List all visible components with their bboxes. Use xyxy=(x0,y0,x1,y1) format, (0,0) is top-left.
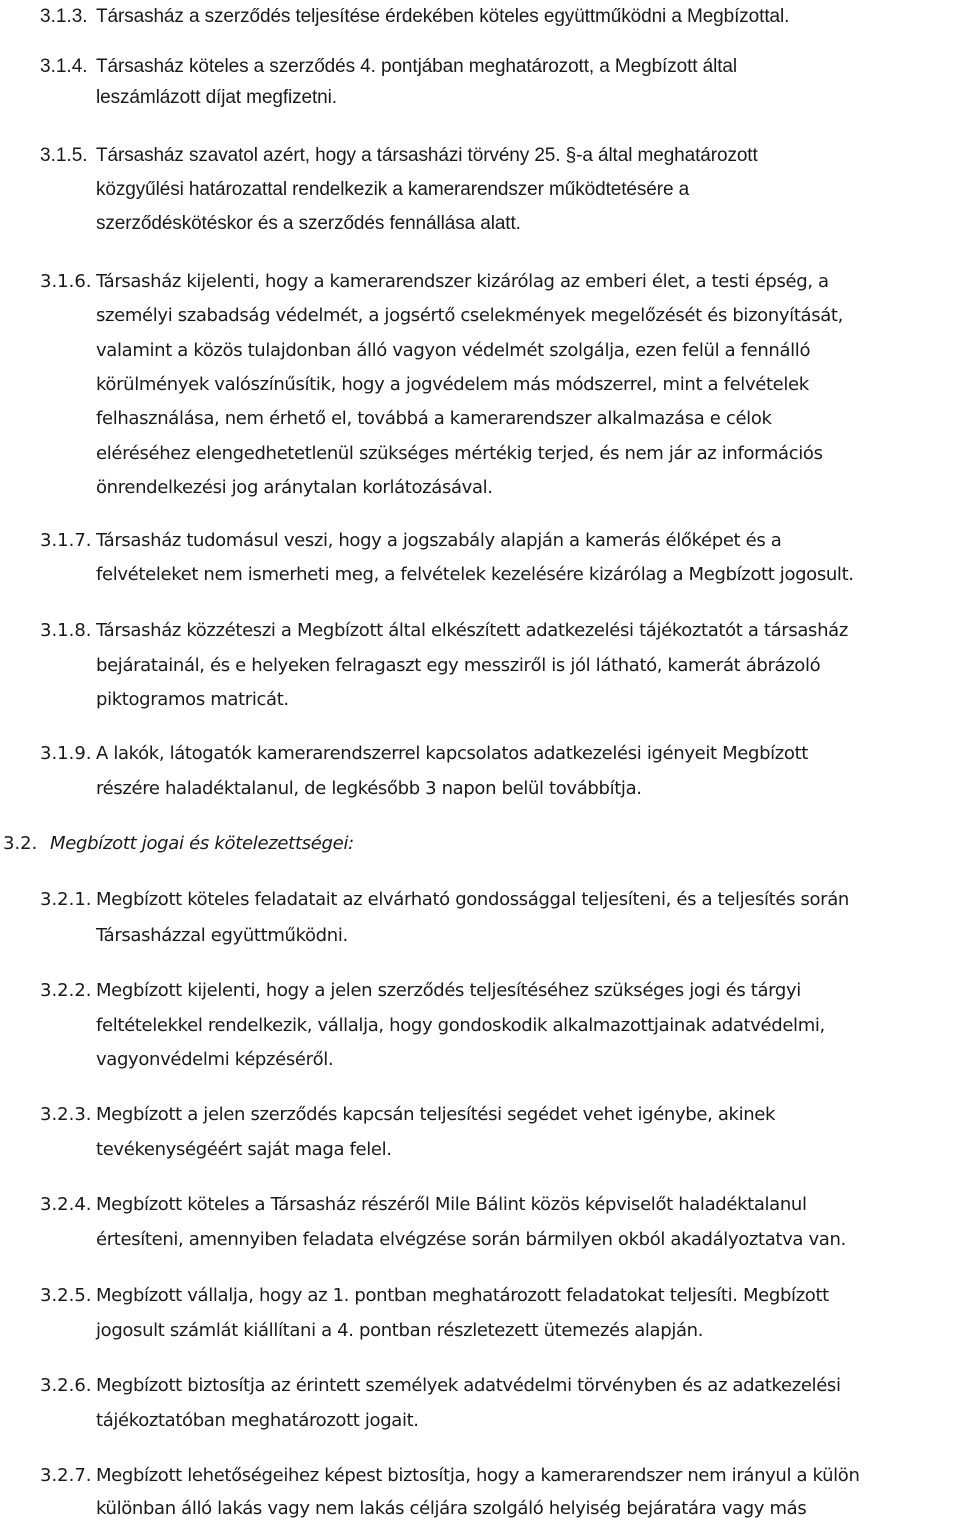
clause-line: leszámlázott díjat megfizetni. xyxy=(96,87,337,108)
clause-line: Társasház közzéteszi a Megbízott által elkészített adatkezelési tájékoztatót a társasház xyxy=(96,620,848,641)
clause-number: 3.2.7. xyxy=(40,1465,92,1486)
clause-line: tájékoztatóban meghatározott jogait. xyxy=(96,1409,419,1431)
clause-number: 3.1.9. xyxy=(40,743,92,764)
clause-number: 3.2.2. xyxy=(40,980,92,1001)
clause-number: 3.2.6. xyxy=(40,1375,92,1396)
section-title: Megbízott jogai és kötelezettségei: xyxy=(50,833,354,854)
clause-line: Társasház szavatol azért, hogy a társasházi törvény 25. §-a által meghatározott xyxy=(96,145,758,166)
clause-line: valamint a közös tulajdonban álló vagyon védelmét szolgálja, ezen felül a fennálló xyxy=(96,339,811,361)
clause-line: közgyűlési határozattal rendelkezik a kamerarendszer működtetésére a xyxy=(96,179,690,200)
clause-line: A lakók, látogatók kamerarendszerrel kapcsolatos adatkezelési igényeit Megbízott xyxy=(96,743,808,764)
clause-line: feltételekkel rendelkezik, vállalja, hogy gondoskodik alkalmazottjainak adatvédelmi, xyxy=(96,1014,825,1036)
clause-line: Megbízott köteles a Társasház részéről Mile Bálint közös képviselőt haladéktalanul xyxy=(96,1194,807,1215)
clause-number: 3.2.4. xyxy=(40,1194,92,1215)
section-number: 3.2. xyxy=(3,833,38,854)
clause-number: 3.2.1. xyxy=(40,889,92,910)
clause-line: felhasználása, nem érhető el, továbbá a kamerarendszer alkalmazása e célok xyxy=(96,408,772,430)
clause-line: felvételeket nem ismerheti meg, a felvételek kezelésére kizárólag a Megbízott jogosult. xyxy=(96,564,854,585)
clause-number: 3.1.7. xyxy=(40,530,92,551)
clause-line: szerződéskötéskor és a szerződés fennállása alatt. xyxy=(96,213,521,234)
clause-line: bejáratainál, és e helyeken felragaszt egy messziről is jól látható, kamerát ábrázoló xyxy=(96,654,821,676)
clause-number: 3.1.4. xyxy=(40,56,88,77)
clause-line: Megbízott kijelenti, hogy a jelen szerződés teljesítéséhez szükséges jogi és tárgyi xyxy=(96,980,801,1001)
clause-line: Megbízott vállalja, hogy az 1. pontban meghatározott feladatokat teljesíti. Megbízott xyxy=(96,1285,829,1306)
clause-line: Társasházzal együttműködni. xyxy=(96,925,348,946)
clause-line: különban álló lakás vagy nem lakás céljára szolgáló helyiség bejáratára vagy más xyxy=(96,1498,807,1519)
clause-line: tevékenységéért saját maga felel. xyxy=(96,1138,392,1160)
clause-line: Megbízott a jelen szerződés kapcsán teljesítési segédet vehet igénybe, akinek xyxy=(96,1104,776,1125)
clause-line: Megbízott lehetőségeihez képest biztosítja, hogy a kamerarendszer nem irányul a külön xyxy=(96,1465,860,1486)
clause-line: körülmények valószínűsítik, hogy a jogvédelem más módszerrel, mint a felvételek xyxy=(96,373,809,395)
clause-line: piktogramos matricát. xyxy=(96,689,289,710)
clause-number: 3.1.3. xyxy=(40,6,88,27)
clause-number: 3.1.6. xyxy=(40,271,92,292)
clause-number: 3.2.5. xyxy=(40,1285,92,1306)
clause-line: Társasház a szerződés teljesítése érdekében köteles együttműködni a Megbízottal. xyxy=(96,6,790,27)
clause-line: személyi szabadság védelmét, a jogsértő cselekmények megelőzését és bizonyítását, xyxy=(96,305,844,327)
clause-line: önrendelkezési jog aránytalan korlátozásával. xyxy=(96,476,493,498)
clause-line: Társasház tudomásul veszi, hogy a jogszabály alapján a kamerás élőképet és a xyxy=(96,530,782,551)
clause-line: Megbízott biztosítja az érintett személyek adatvédelmi törvényben és az adatkezelési xyxy=(96,1375,841,1396)
clause-line: eléréséhez elengedhetetlenül szükséges mértékig terjed, és nem jár az információs xyxy=(96,442,823,464)
clause-number: 3.1.5. xyxy=(40,145,88,166)
clause-line: részére haladéktalanul, de legkésőbb 3 napon belül továbbítja. xyxy=(96,777,642,799)
clause-line: Megbízott köteles feladatait az elvárható gondossággal teljesíteni, és a teljesítés során xyxy=(96,889,849,910)
clause-number: 3.1.8. xyxy=(40,620,92,641)
clause-line: vagyonvédelmi képzéséről. xyxy=(96,1049,334,1070)
clause-number: 3.2.3. xyxy=(40,1104,92,1125)
clause-line: Társasház köteles a szerződés 4. pontjában meghatározott, a Megbízott által xyxy=(96,56,737,77)
clause-line: jogosult számlát kiállítani a 4. pontban részletezett ütemezés alapján. xyxy=(96,1319,704,1341)
clause-line: Társasház kijelenti, hogy a kamerarendszer kizárólag az emberi élet, a testi épség, a xyxy=(96,271,829,292)
clause-line: értesíteni, amennyiben feladata elvégzése során bármilyen okból akadályoztatva van. xyxy=(96,1228,846,1250)
